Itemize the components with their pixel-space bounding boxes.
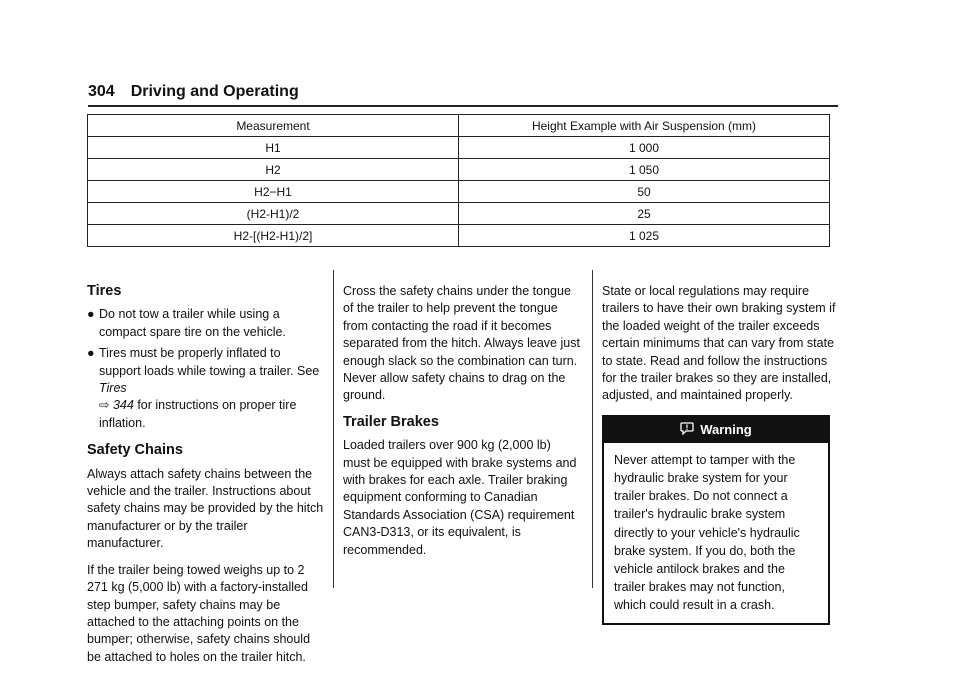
paragraph: Loaded trailers over 900 kg (2,000 lb) must be equipped with brake systems and with brakes for each axle. Trailer braking equipment conforming to Canadian Standards Association (CSA) requirement CAN3-D313, or its equivalent, is recommended. <box>343 438 577 557</box>
page-header <box>88 83 838 107</box>
paragraph: Always attach safety chains between the vehicle and the trailer. Instructions about safety chains may be provided by the hitch manufacturer or by the trailer manufacturer. <box>87 466 324 551</box>
paragraph: Cross the safety chains under the tongue of the trailer to help prevent the tongue from contacting the road if it becomes separated from the hitch. Always leave just enough slack so the combination can turn. Never allow safety chains to drag on the ground. <box>343 284 580 403</box>
table-cell: 25 <box>459 203 830 225</box>
table-cell: 1 050 <box>459 159 830 181</box>
table-row <box>88 137 830 159</box>
table-header-row <box>88 115 830 137</box>
column-middle <box>343 283 581 568</box>
trailer-brakes-heading: Trailer Brakes <box>343 413 439 430</box>
list-item <box>87 306 325 341</box>
measurement-table <box>87 114 830 247</box>
page-ref-icon: ⇨ <box>99 398 110 413</box>
warning-title: Warning <box>700 422 752 438</box>
column-divider <box>592 270 593 588</box>
warning-icon <box>680 421 694 439</box>
section-title: Driving and Operating <box>130 83 299 100</box>
warning-box <box>602 415 830 625</box>
page-number: 304 <box>88 83 115 100</box>
warning-header <box>604 417 828 443</box>
table-row <box>88 159 830 181</box>
column-right <box>602 283 840 625</box>
column-left <box>87 283 325 675</box>
safety-chains-heading: Safety Chains <box>87 442 183 459</box>
table-cell: H1 <box>88 137 459 159</box>
page-reference-link[interactable]: 344 <box>112 398 134 413</box>
list-item <box>87 345 325 432</box>
list-item-text: Tires must be properly inflated to support loads while towing a trailer. See <box>99 346 320 378</box>
table-row <box>88 181 830 203</box>
tires-heading: Tires <box>87 283 122 299</box>
tires-list <box>87 306 325 432</box>
bullet-icon: ● <box>87 346 95 361</box>
column-divider <box>333 270 334 588</box>
table-cell: H2−H1 <box>88 181 459 203</box>
table-cell: 1 025 <box>459 225 830 247</box>
table-cell: H2 <box>88 159 459 181</box>
table-row <box>88 225 830 247</box>
list-item-text: for instructions on proper tire inflation. <box>99 398 297 430</box>
table-row <box>88 203 830 225</box>
paragraph: State or local regulations may require trailers to have their own braking system if the loaded weight of the trailer exceeds certain minimums that can vary from state to state. Read and follow the instructions for the trailer brakes so they are installed, adjusted, and maintained properly. <box>602 284 836 403</box>
list-item-text: Do not tow a trailer while using a compact spare tire on the vehicle. <box>99 307 286 339</box>
table-cell: H2-[(H2-H1)/2] <box>88 225 459 247</box>
table-header-cell: Measurement <box>88 115 459 137</box>
table-header-cell: Height Example with Air Suspension (mm) <box>459 115 830 137</box>
table-cell: 1 000 <box>459 137 830 159</box>
table-cell: 50 <box>459 181 830 203</box>
bullet-icon: ● <box>87 307 95 322</box>
warning-text: Never attempt to tamper with the hydraulic brake system for your trailer brakes. Do not connect a trailer's hydraulic brake system directly to your vehicle's hydraulic brake system. If you do, both the vehicle antilock brakes and the trailer brakes may not function, which could result in a crash. <box>614 452 800 613</box>
table-cell: (H2-H1)/2 <box>88 203 459 225</box>
cross-reference-link[interactable]: Tires <box>99 381 127 396</box>
paragraph: If the trailer being towed weighs up to 2 271 kg (5,000 lb) with a factory-installed step bumper, safety chains may be attached to the attaching points on the bumper; otherwise, safety chains should be attached to holes on the trailer hitch. <box>87 562 311 664</box>
